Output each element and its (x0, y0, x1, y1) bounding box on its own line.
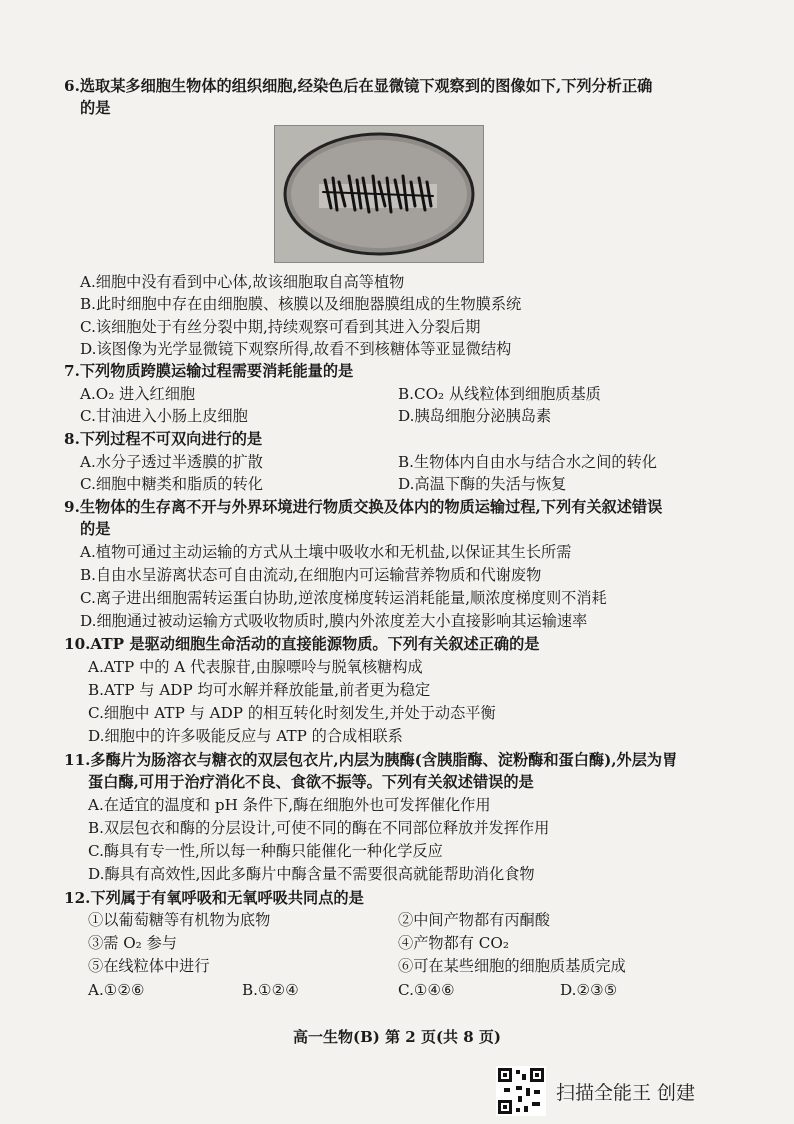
q11-option-c: C.酶具有专一性,所以每一种酶只能催化一种化学反应 (88, 842, 443, 860)
q7-option-d: D.胰岛细胞分泌胰岛素 (398, 407, 552, 425)
q11-option-a: A.在适宜的温度和 pH 条件下,酶在细胞外也可发挥催化作用 (88, 796, 491, 814)
q11-stem: 11.多酶片为肠溶衣与糖衣的双层包衣片,内层为胰酶(含胰脂酶、淀粉酶和蛋白酶),外层为胃 (64, 751, 678, 769)
q8-option-b: B.生物体内自由水与结合水之间的转化 (398, 453, 657, 471)
micrograph-figure (274, 125, 484, 263)
q7-option-b: B.CO₂ 从线粒体到细胞质基质 (398, 385, 601, 403)
q9-option-a: A.植物可通过主动运输的方式从土壤中吸收水和无机盐,以保证其生长所需 (80, 543, 572, 561)
q12-option-d: D.②③⑤ (560, 981, 618, 999)
q12-option-c: C.①④⑥ (398, 981, 455, 999)
watermark-text: 扫描全能王 创建 (556, 1082, 696, 1104)
q8-option-a: A.水分子透过半透膜的扩散 (80, 453, 263, 471)
q10-option-d: D.细胞中的许多吸能反应与 ATP 的合成相联系 (88, 727, 403, 745)
q9-stem-cont: 的是 (80, 520, 111, 538)
q11-option-b: B.双层包衣和酶的分层设计,可使不同的酶在不同部位释放并发挥作用 (88, 819, 550, 837)
q12-item-5: ⑤在线粒体中进行 (88, 957, 210, 975)
cell-image (275, 126, 483, 262)
page-footer: 高一生物(B) 第 2 页(共 8 页) (292, 1028, 502, 1046)
q9-option-c: C.离子进出细胞需转运蛋白协助,逆浓度梯度转运消耗能量,顺浓度梯度则不消耗 (80, 589, 607, 607)
scanner-watermark (496, 1066, 786, 1118)
q12-item-4: ④产物都有 CO₂ (398, 934, 509, 952)
q6-option-c: C.该细胞处于有丝分裂中期,持续观察可看到其进入分裂后期 (80, 318, 481, 336)
q7-option-c: C.甘油进入小肠上皮细胞 (80, 407, 248, 425)
q8-option-d: D.高温下酶的失活与恢复 (398, 475, 567, 493)
q9-option-d: D.细胞通过被动运输方式吸收物质时,膜内外浓度差大小直接影响其运输速率 (80, 612, 588, 630)
q12-item-3: ③需 O₂ 参与 (88, 934, 177, 952)
q8-option-c: C.细胞中糖类和脂质的转化 (80, 475, 263, 493)
q6-option-b: B.此时细胞中存在由细胞膜、核膜以及细胞器膜组成的生物膜系统 (80, 295, 522, 313)
q11-stem-cont: 蛋白酶,可用于治疗消化不良、食欲不振等。下列有关叙述错误的是 (88, 773, 534, 791)
q12-stem: 12.下列属于有氧呼吸和无氧呼吸共同点的是 (64, 889, 364, 907)
q10-option-a: A.ATP 中的 A 代表腺苷,由腺嘌呤与脱氧核糖构成 (88, 658, 423, 676)
q8-stem: 8.下列过程不可双向进行的是 (64, 430, 263, 448)
q12-item-2: ②中间产物都有丙酮酸 (398, 911, 550, 929)
q10-option-b: B.ATP 与 ADP 均可水解并释放能量,前者更为稳定 (88, 681, 431, 699)
q7-option-a: A.O₂ 进入红细胞 (80, 385, 196, 403)
q12-item-1: ①以葡萄糖等有机物为底物 (88, 911, 271, 929)
q7-stem: 7.下列物质跨膜运输过程需要消耗能量的是 (64, 362, 354, 380)
q12-item-6: ⑥可在某些细胞的细胞质基质完成 (398, 957, 626, 975)
q6-option-a: A.细胞中没有看到中心体,故该细胞取自高等植物 (80, 273, 405, 291)
q10-stem: 10.ATP 是驱动细胞生命活动的直接能源物质。下列有关叙述正确的是 (64, 635, 540, 653)
q11-option-d: D.酶具有高效性,因此多酶片中酶含量不需要很高就能帮助消化食物 (88, 865, 535, 883)
q6-option-d: D.该图像为光学显微镜下观察所得,故看不到核糖体等亚显微结构 (80, 340, 512, 358)
q9-option-b: B.自由水呈游离状态可自由流动,在细胞内可运输营养物质和代谢废物 (80, 566, 542, 584)
q12-option-a: A.①②⑥ (88, 981, 145, 999)
q9-stem: 9.生物体的生存离不开与外界环境进行物质交换及体内的物质运输过程,下列有关叙述错误 (64, 498, 663, 516)
q10-option-c: C.细胞中 ATP 与 ADP 的相互转化时刻发生,并处于动态平衡 (88, 704, 496, 722)
q12-option-b: B.①②④ (242, 981, 299, 999)
q6-stem-cont: 的是 (80, 99, 111, 117)
qr-code-icon (496, 1066, 546, 1116)
q6-stem: 6.选取某多细胞生物体的组织细胞,经染色后在显微镜下观察到的图像如下,下列分析正确 (64, 77, 653, 95)
